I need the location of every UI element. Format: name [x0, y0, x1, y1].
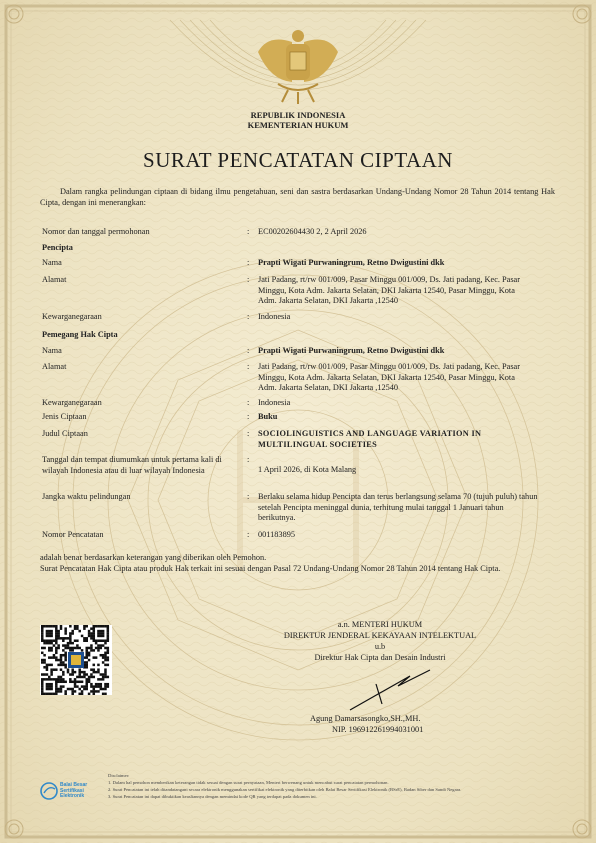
bsre-line-2: Sertifikasi [60, 787, 84, 794]
colon: : [247, 227, 250, 236]
creator-address-value: Jati Padang, rt/rw 001/009, Pasar Minggu 001/009, Ds. Jati padang, Kec. Pasar Minggu, Kota Adm. Jakarta Selatan, DKI Jakarta 12540, Pasar Minggu, Kota Adm. Jakarta Selatan, DKI Jakarta ,12540 [258, 275, 521, 305]
handwritten-signature-icon [340, 664, 450, 714]
holder-address-value: Jati Padang, rt/rw 001/009, Pasar Minggu 001/009, Ds. Jati padang, Kec. Pasar Minggu, Kota Adm. Jakarta Selatan, DKI Jakarta 12540, Pasar Minggu, Kota Adm. Jakarta Selatan, DKI Jakarta ,12540 [258, 362, 521, 392]
signature-line-2: DIREKTUR JENDERAL KEKAYAAN INTELEKTUAL [283, 631, 477, 640]
record-number-value: 001183895 [258, 530, 296, 539]
document-title: SURAT PENCATATAN CIPTAAN [143, 148, 453, 172]
colon: : [247, 429, 250, 438]
ministry-heading: KEMENTERIAN HUKUM [247, 120, 349, 130]
colon: : [247, 398, 250, 407]
application-label: Nomor dan tanggal permohonan [42, 227, 150, 236]
bsre-logo-icon [40, 781, 60, 801]
colon: : [247, 455, 250, 464]
country-heading: REPUBLIK INDONESIA [250, 110, 346, 120]
colon: : [247, 362, 250, 371]
signatory-nip: NIP. 196912261994031001 [332, 725, 424, 734]
closing-line-2: Surat Pencatatan Hak Cipta atau produk Hak terkait ini sesuai dengan Pasal 72 Undang-Undang Nomor 28 Tahun 2014 tentang Hak Cipta. [40, 564, 501, 573]
disclaimer-block [108, 772, 568, 800]
colon: : [247, 258, 250, 267]
creator-name-value: Prapti Wigati Purwaningrum, Retno Dwigustini dkk [258, 258, 445, 267]
intro-paragraph: Dalam rangka pelindungan ciptaan di bidang ilmu pengetahuan, seni dan sastra berdasarkan Undang-Undang Nomor 28 Tahun 2014 tentang Hak Cipta, dengan ini menerangkan: [40, 187, 555, 207]
creator-name-label: Nama [42, 258, 62, 267]
application-value: EC00202604430 2, 2 April 2026 [258, 227, 367, 236]
signatory-name: Agung Damarsasongko,SH.,MH. [310, 714, 421, 723]
bsre-line-3: Elektronik [60, 793, 85, 799]
protection-term-value: Berlaku selama hidup Pencipta dan terus berlangsung selama 70 (tujuh puluh) tahun setelah Pencipta meninggal dunia, terhitung mulai tanggal 1 Januari tahun berikutnya. [258, 492, 538, 522]
disclaimer-note-2: 2. Surat Pencatatan ini telah ditandatangani secara elektronik menggunakan sertifikat elektronik yang diterbitkan oleh Balai Besar Sertifikasi Elektronik (BSrE), Badan Siber dan Sandi Negara. [108, 787, 462, 792]
creator-nationality-label: Kewarganegaraan [42, 312, 102, 321]
creator-section-heading: Pencipta [42, 243, 73, 252]
disclaimer-note-3: 3. Surat Pencatatan ini dapat dibuktikan keasliannya dengan memindai kode QR yang terdapat pada dokumen ini. [108, 794, 317, 799]
holder-nationality-value: Indonesia [258, 398, 291, 407]
signature-line-3: u.b [374, 642, 386, 651]
protection-term-label: Jangka waktu pelindungan [42, 492, 131, 501]
creator-address-label: Alamat [42, 275, 67, 284]
colon: : [247, 412, 250, 421]
colon: : [247, 312, 250, 321]
holder-name-value: Prapti Wigati Purwaningrum, Retno Dwigustini dkk [258, 346, 445, 355]
bsre-label [60, 783, 87, 800]
disclaimer-heading: Disclaimer: [108, 773, 130, 778]
creator-nationality-value: Indonesia [258, 312, 291, 321]
record-number-label: Nomor Pencatatan [42, 530, 104, 539]
colon: : [247, 346, 250, 355]
colon: : [247, 492, 250, 501]
holder-nationality-label: Kewarganegaraan [42, 398, 102, 407]
publication-date-value: 1 April 2026, di Kota Malang [258, 465, 357, 474]
work-title-label: Judul Ciptaan [42, 429, 88, 438]
signature-line-4: Direktur Hak Cipta dan Desain Industri [314, 653, 446, 662]
verification-qr-code[interactable] [40, 625, 112, 695]
work-type-label: Jenis Ciptaan [42, 412, 87, 421]
colon: : [247, 275, 250, 284]
publication-date-label: Tanggal dan tempat diumumkan untuk pertama kali di wilayah Indonesia atau di luar wilayah Indonesia [42, 455, 222, 475]
holder-section-heading: Pemegang Hak Cipta [42, 330, 118, 339]
holder-address-label: Alamat [42, 362, 67, 371]
holder-name-label: Nama [42, 346, 62, 355]
work-type-value: Buku [258, 412, 278, 421]
qr-code-icon [40, 625, 112, 695]
bsre-line-1: Balai Besar [60, 782, 88, 788]
signature-line-1: a.n. MENTERI HUKUM [337, 620, 423, 629]
disclaimer-note-1: 1. Dalam hal pemohon memberikan keterangan tidak sesuai dengan surat pernyataan, Menteri berwenang untuk mencabut surat pencatatan permohonan. [108, 780, 389, 785]
colon: : [247, 530, 250, 539]
closing-line-1: adalah benar berdasarkan keterangan yang diberikan oleh Pemohon. [40, 553, 267, 562]
work-title-value: SOCIOLINGUISTICS AND LANGUAGE VARIATION IN MULTILINGUAL SOCIETIES [258, 429, 482, 449]
